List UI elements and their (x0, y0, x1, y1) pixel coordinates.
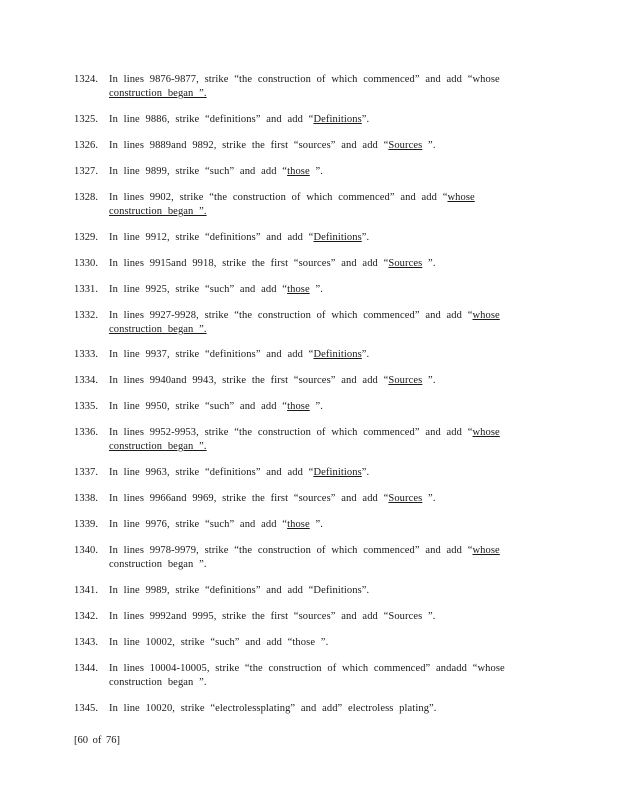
item-number: 1326. (74, 140, 99, 151)
item-text (109, 374, 549, 388)
item-text-tail: ”. (361, 467, 370, 478)
item-number: 1337. (74, 467, 99, 478)
inserted-text-continued: construction began ”. (109, 677, 207, 688)
inserted-text-continued: construction began ”. (109, 206, 207, 217)
item-text-main: In line 9950, strike “such” and add “ (109, 401, 288, 412)
inserted-text: those (287, 284, 310, 295)
inserted-text: those (287, 401, 310, 412)
item-text (109, 426, 549, 454)
item-number: 1341. (74, 585, 99, 596)
item-text-main: In lines 10004-10005, strike “the construction of which commenced” andadd “whose (109, 663, 505, 674)
item-text (109, 113, 549, 127)
item-text-main: In lines 9927-9928, strike “the construction of which commenced” and add “ (109, 310, 473, 321)
item-text (109, 309, 549, 337)
item-text-main: In line 10002, strike “such” and add “those ”. (109, 637, 329, 648)
item-text-main: In lines 9940and 9943, strike the first “sources” and add “ (109, 375, 389, 386)
inserted-text-continued: construction began ”. (109, 324, 207, 335)
inserted-text: Definitions (313, 467, 362, 478)
item-text (109, 662, 549, 690)
item-text (109, 139, 549, 153)
item-text-main: In lines 9902, strike “the construction of which commenced” and add “ (109, 192, 448, 203)
inserted-text: whose (472, 545, 500, 556)
item-text-main: In line 9925, strike “such” and add “ (109, 284, 288, 295)
item-text (109, 73, 549, 101)
item-text-main: In line 9989, strike “definitions” and add “Definitions”. (109, 585, 370, 596)
item-text (109, 492, 549, 506)
item-number: 1340. (74, 545, 99, 556)
item-text-main: In lines 9952-9953, strike “the construction of which commenced” and add “ (109, 427, 473, 438)
item-text-tail: ”. (309, 284, 323, 295)
item-number: 1344. (74, 663, 99, 674)
item-text-tail: ”. (422, 493, 436, 504)
item-number: 1345. (74, 703, 99, 714)
item-number: 1334. (74, 375, 99, 386)
inserted-text-continued: construction began ”. (109, 559, 207, 570)
item-number: 1335. (74, 401, 99, 412)
inserted-text: those (287, 166, 310, 177)
item-text-tail: ”. (361, 114, 370, 125)
item-text-tail: ”. (309, 166, 323, 177)
item-text-main: In lines 9992and 9995, strike the first “sources” and add “Sources ”. (109, 611, 436, 622)
inserted-text: Definitions (313, 232, 362, 243)
inserted-text: whose (472, 310, 500, 321)
item-number: 1330. (74, 258, 99, 269)
item-text (109, 257, 549, 271)
item-text-tail: ”. (309, 401, 323, 412)
item-text-tail: ”. (422, 140, 436, 151)
item-text-tail: ”. (361, 232, 370, 243)
item-text-tail: ”. (361, 349, 370, 360)
item-text-main: In line 9937, strike “definitions” and add “ (109, 349, 314, 360)
inserted-text: Sources (388, 140, 423, 151)
item-text-main: In line 9976, strike “such” and add “ (109, 519, 288, 530)
inserted-text: whose (447, 192, 475, 203)
item-number: 1331. (74, 284, 99, 295)
inserted-text: Sources (388, 258, 423, 269)
item-number: 1342. (74, 611, 99, 622)
item-text-tail: ”. (422, 258, 436, 269)
inserted-text: Definitions (313, 349, 362, 360)
item-text-tail: ”. (309, 519, 323, 530)
page-footer: [60 of 76] (74, 735, 120, 746)
inserted-text: Sources (388, 493, 423, 504)
item-text-main: In line 9912, strike “definitions” and add “ (109, 232, 314, 243)
item-text (109, 283, 549, 297)
item-text (109, 165, 549, 179)
item-text (109, 348, 549, 362)
item-text-main: In line 9963, strike “definitions” and add “ (109, 467, 314, 478)
item-number: 1328. (74, 192, 99, 203)
item-text (109, 466, 549, 480)
inserted-text: whose (472, 427, 500, 438)
inserted-text-continued: construction began ”. (109, 88, 207, 99)
item-text (109, 702, 549, 716)
item-text (109, 610, 549, 624)
inserted-text: those (287, 519, 310, 530)
item-number: 1324. (74, 74, 99, 85)
item-text (109, 400, 549, 414)
item-text (109, 518, 549, 532)
item-text (109, 191, 549, 219)
inserted-text-continued: construction began ”. (109, 441, 207, 452)
item-text-main: In lines 9876-9877, strike “the construction of which commenced” and add “whose (109, 74, 500, 85)
item-number: 1332. (74, 310, 99, 321)
inserted-text: Definitions (313, 114, 362, 125)
inserted-text: Sources (388, 375, 423, 386)
item-text (109, 584, 549, 598)
item-text-main: In lines 9915and 9918, strike the first “sources” and add “ (109, 258, 389, 269)
item-number: 1329. (74, 232, 99, 243)
item-text-main: In lines 9889and 9892, strike the first “sources” and add “ (109, 140, 389, 151)
item-text (109, 231, 549, 245)
item-text-tail: ”. (422, 375, 436, 386)
item-text (109, 636, 549, 650)
item-text-main: In lines 9966and 9969, strike the first “sources” and add “ (109, 493, 389, 504)
item-number: 1343. (74, 637, 99, 648)
item-text (109, 544, 549, 572)
item-text-main: In line 9886, strike “definitions” and add “ (109, 114, 314, 125)
item-number: 1325. (74, 114, 99, 125)
item-number: 1336. (74, 427, 99, 438)
item-text-main: In line 10020, strike “electrolessplating” and add” electroless plating”. (109, 703, 437, 714)
item-text-main: In line 9899, strike “such” and add “ (109, 166, 288, 177)
item-number: 1338. (74, 493, 99, 504)
item-number: 1327. (74, 166, 99, 177)
item-number: 1333. (74, 349, 99, 360)
item-text-main: In lines 9978-9979, strike “the construction of which commenced” and add “ (109, 545, 473, 556)
item-number: 1339. (74, 519, 99, 530)
